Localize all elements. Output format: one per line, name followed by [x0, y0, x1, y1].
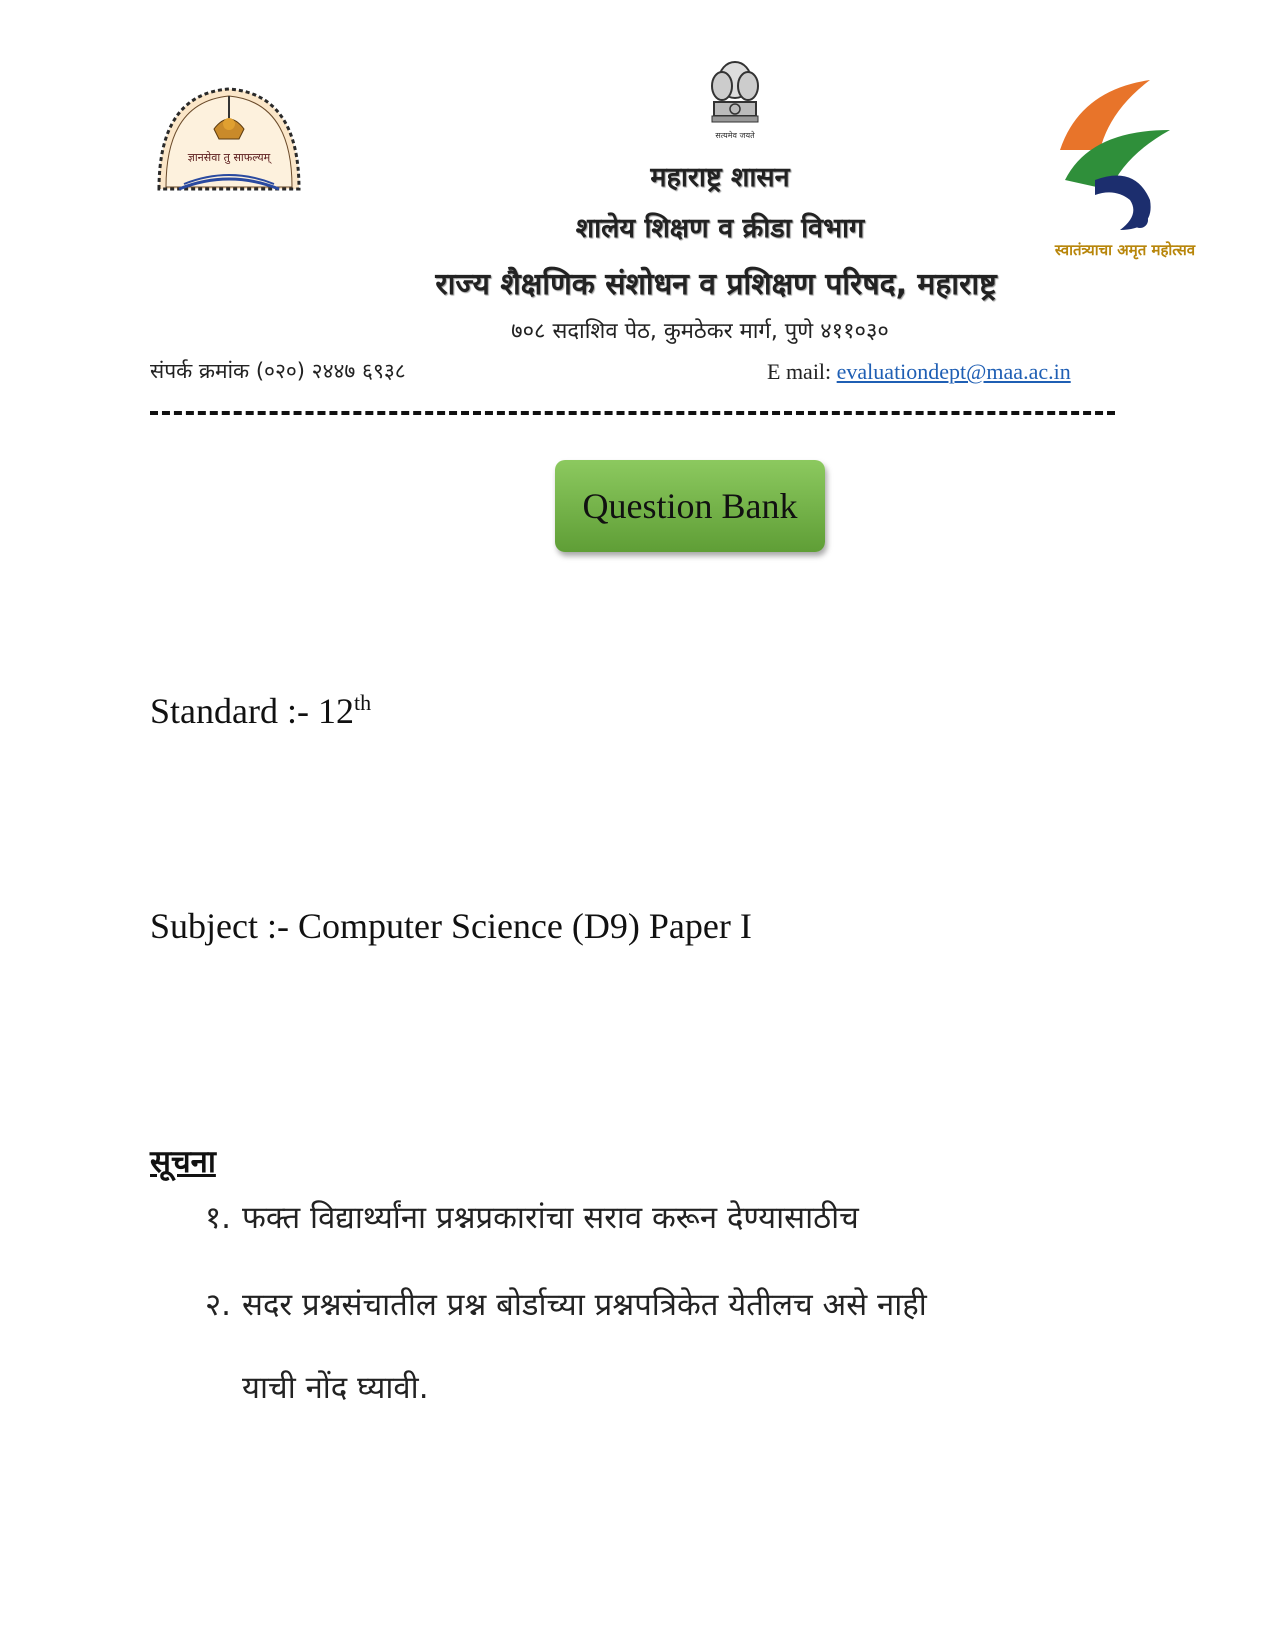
- council-logo-icon: [154, 84, 304, 204]
- notice-heading: सूचना: [150, 1144, 216, 1180]
- standard-suffix: th: [353, 690, 372, 715]
- dashed-divider: [150, 411, 1115, 415]
- email-row: [767, 359, 1071, 385]
- left-logo-motto: ज्ञानसेवा तु साफल्यम्: [187, 151, 271, 164]
- address: ७०८ सदाशिव पेठ, कुमठेकर मार्ग, पुणे ४११०३०: [511, 319, 889, 344]
- standard-line: [150, 690, 371, 732]
- council-name: राज्य शैक्षणिक संशोधन व प्रशिक्षण परिषद, महाराष्ट्र: [435, 267, 997, 302]
- right-logo-caption: स्वातंत्र्याचा अमृत महोत्सव: [1054, 241, 1196, 259]
- notice-item-number: २.: [205, 1287, 231, 1323]
- department-name: शालेय शिक्षण व क्रीडा विभाग: [575, 213, 865, 244]
- notice-item-continuation: याची नोंद घ्यावी.: [242, 1370, 429, 1406]
- email-label: E mail:: [767, 359, 837, 384]
- emblem-motto: सत्यमेव जयते: [715, 131, 755, 140]
- subject-line: Subject :- Computer Science (D9) Paper I: [150, 906, 752, 946]
- lion-capital-icon: [704, 58, 766, 146]
- notice-item-text: फक्त विद्यार्थ्यांना प्रश्नप्रकारांचा सराव करून देण्यासाठीच: [242, 1200, 859, 1236]
- council-logo: [154, 84, 304, 204]
- notice-item-text: सदर प्रश्नसंचातील प्रश्न बोर्डाच्या प्रश्नपत्रिकेत येतीलच असे नाही: [242, 1287, 927, 1323]
- notice-item-number: १.: [205, 1200, 231, 1236]
- government-name: महाराष्ट्र शासन: [650, 162, 790, 193]
- national-emblem: [704, 58, 766, 146]
- standard-label: Standard :- 12: [150, 691, 354, 731]
- email-link[interactable]: evaluationdept@maa.ac.in: [836, 359, 1071, 384]
- contact-number: संपर्क क्रमांक (०२०) २४४७ ६९३८: [150, 359, 406, 383]
- question-bank-badge: Question Bank: [555, 460, 825, 552]
